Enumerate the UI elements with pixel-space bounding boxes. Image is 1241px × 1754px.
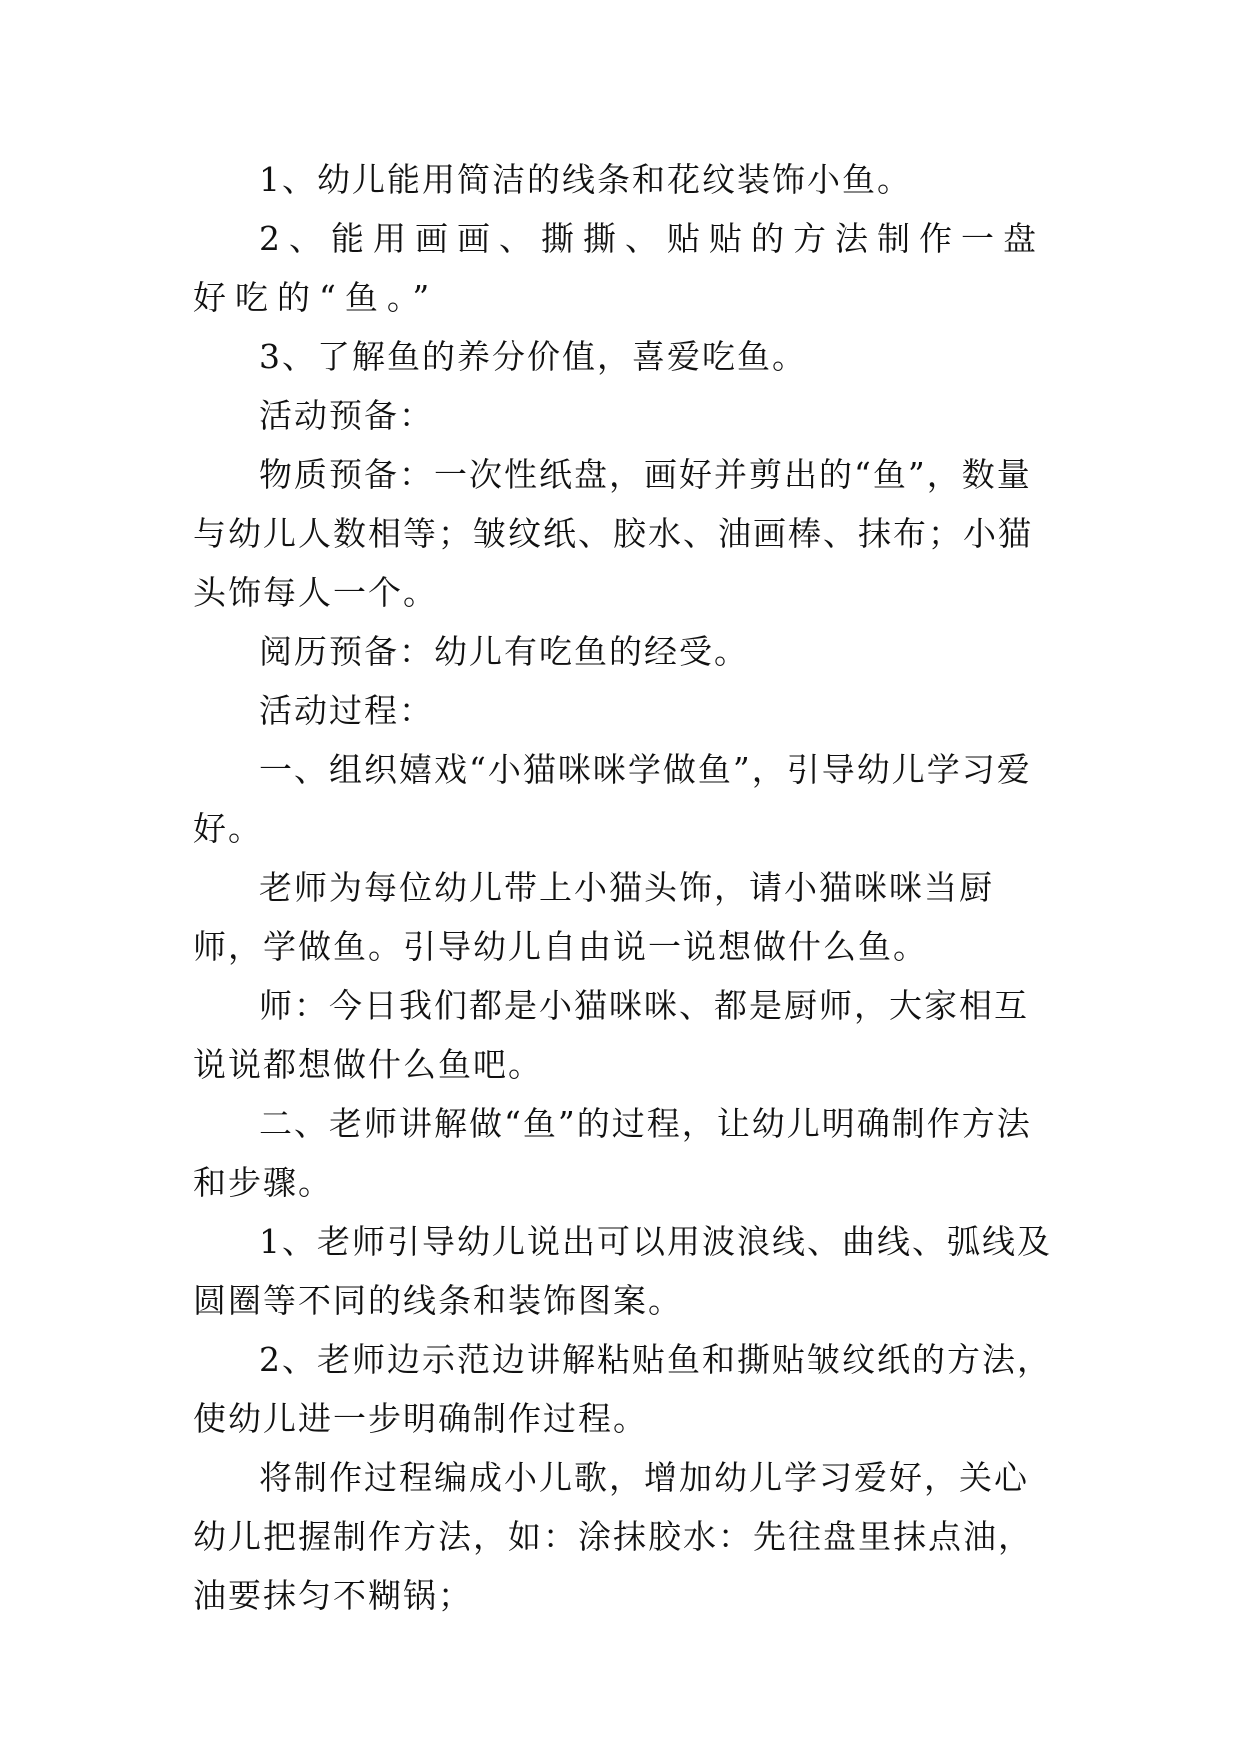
- paragraph-step-1: 一、组织嬉戏“小猫咪咪学做鱼”，引导幼儿学习爱好。: [193, 750, 1032, 848]
- document-body: [193, 150, 1053, 1625]
- paragraph-step-2-item-1: 1、老师引导幼儿说出可以用波浪线、曲线、弧线及圆圈等不同的线条和装饰图案。: [193, 1222, 1052, 1320]
- paragraph-goal-3: 3、了解鱼的养分价值，喜爱吃鱼。: [259, 337, 807, 376]
- heading-activity-preparation: 活动预备：: [259, 396, 434, 435]
- paragraph-experience-preparation: 阅历预备：幼儿有吃鱼的经受。: [259, 632, 749, 671]
- paragraph-material-preparation: 物质预备：一次性纸盘，画好并剪出的“鱼”，数量与幼儿人数相等；皱纹纸、胶水、油画棒、抹布；小猫头饰每人一个。: [193, 455, 1033, 612]
- paragraph-step-2-item-2: 2、老师边示范边讲解粘贴鱼和撕贴皱纹纸的方法，使幼儿进一步明确制作过程。: [193, 1340, 1052, 1438]
- paragraph-step-1-detail: 老师为每位幼儿带上小猫头饰，请小猫咪咪当厨师，学做鱼。引导幼儿自由说一说想做什么鱼。: [193, 868, 994, 966]
- paragraph-step-2: 二、老师讲解做“鱼”的过程，让幼儿明确制作方法和步骤。: [193, 1104, 1032, 1202]
- paragraph-goal-1: 1、幼儿能用简洁的线条和花纹装饰小鱼。: [259, 160, 912, 199]
- heading-activity-process: 活动过程：: [259, 691, 434, 730]
- paragraph-nursery-rhyme: 将制作过程编成小儿歌，增加幼儿学习爱好，关心幼儿把握制作方法，如：涂抹胶水：先往盘里抹点油，油要抹匀不糊锅；: [193, 1458, 1033, 1615]
- paragraph-goal-2: 2、能用画画、撕撕、贴贴的方法制作一盘好吃的“鱼。”: [193, 219, 1045, 317]
- paragraph-teacher-dialogue: 师：今日我们都是小猫咪咪、都是厨师，大家相互说说都想做什么鱼吧。: [193, 986, 1029, 1084]
